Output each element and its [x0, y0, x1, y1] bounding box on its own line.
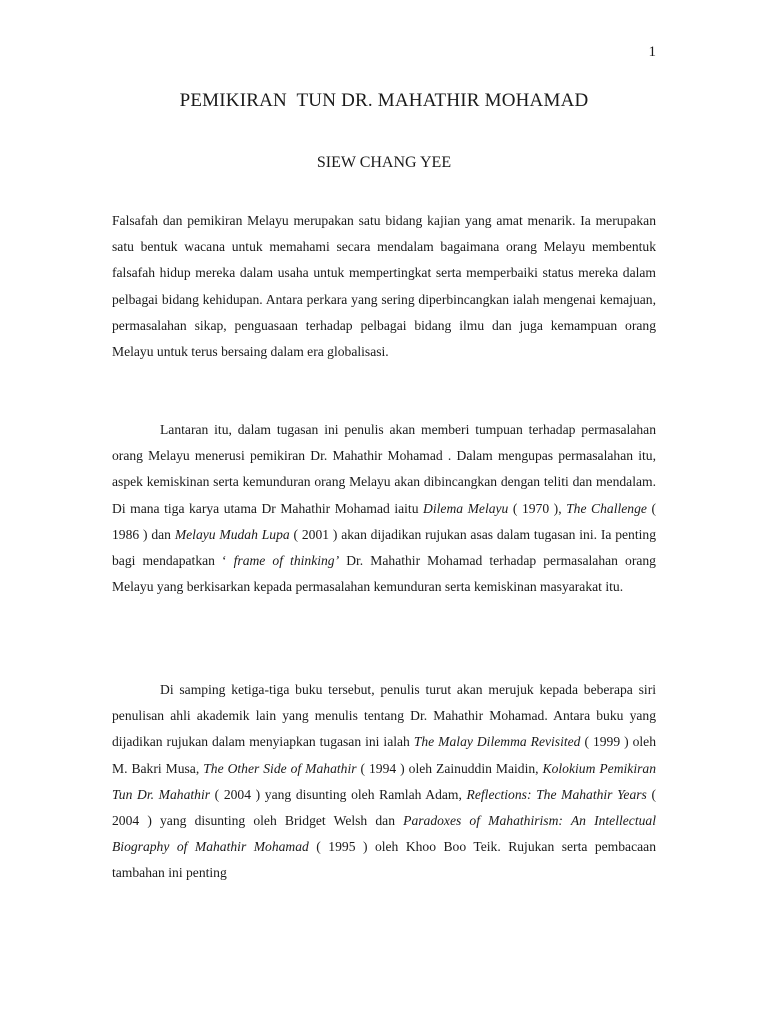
- author-name: SIEW CHANG YEE: [316, 154, 452, 171]
- paragraph-2-text-1: Lantaran itu, dalam tugasan ini penulis akan memberi tumpuan terhadap permasalahan orang Melayu menerusi pemikiran Dr. Mahathir Mohamad . Dalam mengupas permasalahan itu, aspek kemiskinan serta kemunduran orang Melayu akan dibincangkan dengan teliti dan mendalam. Di mana tiga karya utama Dr Mahathir Mohamad iaitu: [112, 422, 656, 516]
- paragraph-2-text-4: ( 2001 ) akan dijadikan rujukan asas dalam tugasan ini. Ia penting bagi mendapatkan ‘: [112, 526, 657, 569]
- book-title-melayu-mudah-lupa: Melayu Mudah Lupa: [174, 526, 290, 542]
- book-title-kolokium: Kolokium Pemikiran Tun Dr. Mahathir: [112, 760, 656, 802]
- paragraph-3-text-4: ( 2004 ) yang disunting oleh Ramlah Adam,: [210, 786, 467, 802]
- book-title-malay-dilemma-revisited: The Malay Dilemma Revisited: [413, 734, 581, 750]
- book-title-other-side-of-mahathir: The Other Side of Mahathir: [203, 760, 357, 776]
- paragraph-2: [112, 417, 656, 600]
- book-title-reflections: Reflections: The Mahathir Years: [466, 786, 647, 802]
- book-title-the-challenge: The Challenge: [566, 500, 647, 516]
- paragraph-3-text-1: Di samping ketiga-tiga buku tersebut, penulis turut akan merujuk kepada beberapa siri penulisan ahli akademik lain yang menulis tentang Dr. Mahathir Mohamad. Antara buku yang dijadikan rujukan dalam menyiapkan tugasan ini ialah: [112, 682, 656, 750]
- paragraph-3-text-3: ( 1994 ) oleh Zainuddin Maidin,: [356, 760, 543, 776]
- phrase-frame-of-thinking: frame of thinking’: [233, 553, 340, 569]
- paragraph-2-text-5: Dr. Mahathir Mohamad terhadap permasalahan orang Melayu yang berkisarkan kepada permasalahan kemunduran serta kemiskinan masyarakat itu.: [112, 553, 656, 595]
- document-title: PEMIKIRAN TUN DR. MAHATHIR MOHAMAD: [179, 90, 589, 111]
- book-title-dilema-melayu: Dilema Melayu: [423, 500, 509, 516]
- paragraph-3-text-5: ( 2004 ) yang disunting oleh Bridget Welsh dan: [112, 786, 657, 829]
- paragraph-3-text-6: ( 1995 ) oleh Khoo Boo Teik. Rujukan serta pembacaan tambahan ini penting: [112, 839, 656, 881]
- paragraph-2-text-3: ( 1986 ) dan: [112, 500, 656, 542]
- paragraph-1-text: Falsafah dan pemikiran Melayu merupakan satu bidang kajian yang amat menarik. Ia merupakan satu bentuk wacana untuk memahami secara mendalam bagaimana orang Melayu membentuk falsafah hidup mereka dalam usaha untuk mempertingkat serta memperbaiki status mereka dalam pelbagai bidang kehidupan. Antara perkara yang sering diperbincangkan ialah mengenai kemajuan, permasalahan sikap, penguasaan terhadap pelbagai bidang ilmu dan juga kemampuan orang Melayu untuk terus bersaing dalam era globalisasi.: [112, 213, 656, 360]
- book-title-paradoxes-of-mahathirism: Paradoxes of Mahathirism: An Intellectual Biography of Mahathir Mohamad: [112, 813, 656, 855]
- paragraph-1: [112, 208, 656, 365]
- paragraph-2-text-2: ( 1970 ),: [508, 500, 567, 516]
- paragraph-3: [112, 677, 656, 887]
- paragraph-3-text-2: ( 1999 ) oleh M. Bakri Musa,: [112, 734, 656, 776]
- page-number: 1: [648, 44, 656, 60]
